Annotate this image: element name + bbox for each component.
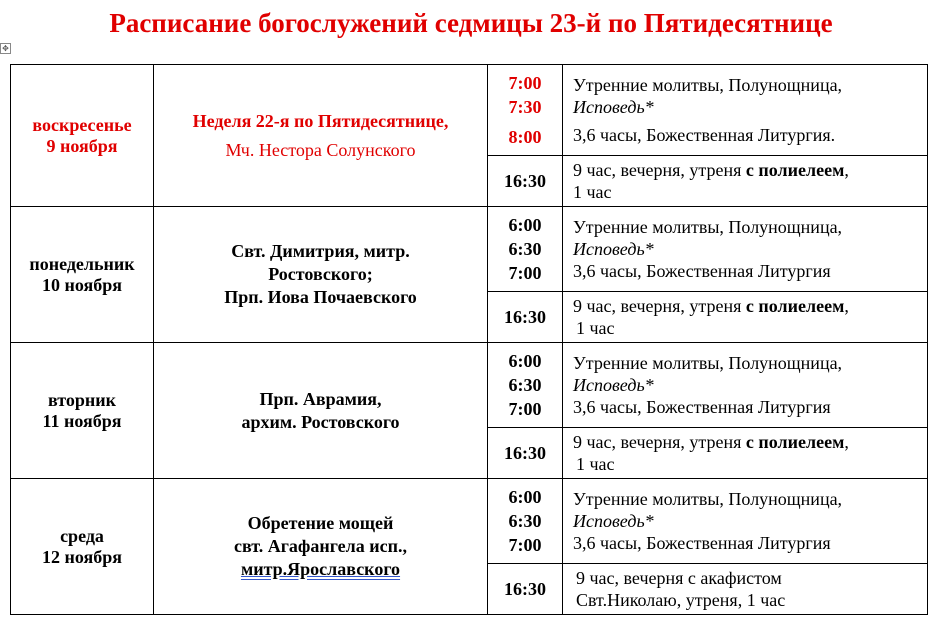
time-value: 6:00 <box>508 351 542 371</box>
morning-services-cell <box>563 65 928 156</box>
table-row <box>11 479 928 564</box>
service-line: 1 час <box>576 454 615 474</box>
day-name: среда <box>60 525 104 546</box>
table-row <box>11 65 928 156</box>
time-value: 6:30 <box>508 239 542 259</box>
day-date: 11 ноября <box>42 410 122 431</box>
morning-services-cell <box>563 479 928 564</box>
feast-line: архим. Ростовского <box>241 411 400 432</box>
time-value: 7:00 <box>508 399 542 419</box>
feast-subtitle: Мч. Нестора Солунского <box>225 139 416 160</box>
service-line: 3,6 часы, Божественная Литургия <box>573 533 831 553</box>
evening-time-cell: 16:30 <box>488 292 563 343</box>
day-date: 9 ноября <box>46 135 118 156</box>
feast-title: Неделя 22-я по Пятидесятнице, <box>192 110 449 131</box>
day-name: вторник <box>47 389 116 410</box>
time-value: 8:00 <box>508 127 542 147</box>
feast-line: митр.Ярославского <box>240 559 401 579</box>
time-value: 6:00 <box>508 215 542 235</box>
day-date: 10 ноября <box>41 274 122 295</box>
feast-cell <box>154 479 488 615</box>
day-cell <box>11 343 154 479</box>
service-line: 1 час <box>573 182 612 202</box>
feast-line: Прп. Аврамия, <box>259 388 382 409</box>
day-name: понедельник <box>29 253 135 274</box>
time-value: 7:00 <box>508 535 542 555</box>
table-move-handle-icon[interactable]: ✥ <box>0 43 11 54</box>
day-cell <box>11 65 154 207</box>
feast-cell <box>154 65 488 207</box>
morning-times-cell <box>488 343 563 428</box>
service-line: 1 час <box>576 318 615 338</box>
morning-times-cell <box>488 65 563 156</box>
evening-services-cell <box>563 292 928 343</box>
service-line: Утренние молитвы, Полунощница, <box>573 353 843 373</box>
time-value: 7:00 <box>508 263 542 283</box>
schedule-table <box>10 64 928 615</box>
day-cell <box>11 479 154 615</box>
time-value: 6:00 <box>508 487 542 507</box>
service-line: Свт.Николаю, утреня, 1 час <box>576 590 786 610</box>
day-name: воскресенье <box>32 114 132 135</box>
morning-services-cell <box>563 343 928 428</box>
feast-line: Ростовского; <box>268 264 373 284</box>
service-line: Исповедь* <box>573 511 654 531</box>
feast-cell <box>154 207 488 343</box>
feast-cell <box>154 343 488 479</box>
time-value: 7:30 <box>508 97 542 117</box>
service-line: Исповедь* <box>573 375 654 395</box>
table-row <box>11 207 928 292</box>
service-line: 3,6 часы, Божественная Литургия. <box>573 125 836 145</box>
feast-line: Обретение мощей <box>247 513 394 533</box>
evening-services-cell <box>563 564 928 615</box>
service-line: 9 час, вечерня, утреня с полиелеем, <box>573 160 849 180</box>
morning-services-cell <box>563 207 928 292</box>
feast-line: свт. Агафангела исп., <box>233 536 407 556</box>
service-line: Утренние молитвы, Полунощница, <box>573 75 843 95</box>
service-line: Исповедь* <box>573 97 654 117</box>
time-value: 7:00 <box>508 73 542 93</box>
service-line: 9 час, вечерня, утреня с полиелеем, <box>573 432 849 452</box>
day-date: 12 ноября <box>41 546 122 567</box>
evening-time-cell: 16:30 <box>488 156 563 207</box>
service-line: Утренние молитвы, Полунощница, <box>573 217 843 237</box>
feast-line: Прп. Иова Почаевского <box>224 287 417 307</box>
day-cell <box>11 207 154 343</box>
time-value: 6:30 <box>508 375 542 395</box>
service-line: 3,6 часы, Божественная Литургия <box>573 261 831 281</box>
evening-time-cell: 16:30 <box>488 564 563 615</box>
service-line: 3,6 часы, Божественная Литургия <box>573 397 831 417</box>
service-line: Утренние молитвы, Полунощница, <box>573 489 843 509</box>
time-value: 6:30 <box>508 511 542 531</box>
table-row <box>11 343 928 428</box>
service-line: 9 час, вечерня, утреня с полиелеем, <box>573 296 849 316</box>
feast-line: Свт. Димитрия, митр. <box>231 241 410 261</box>
evening-services-cell <box>563 156 928 207</box>
page-title: Расписание богослужений седмицы 23-й по Пятидесятнице <box>109 8 833 38</box>
service-line: Исповедь* <box>573 239 654 259</box>
evening-services-cell <box>563 428 928 479</box>
service-line: 9 час, вечерня с акафистом <box>576 568 782 588</box>
morning-times-cell <box>488 207 563 292</box>
morning-times-cell <box>488 479 563 564</box>
evening-time-cell: 16:30 <box>488 428 563 479</box>
